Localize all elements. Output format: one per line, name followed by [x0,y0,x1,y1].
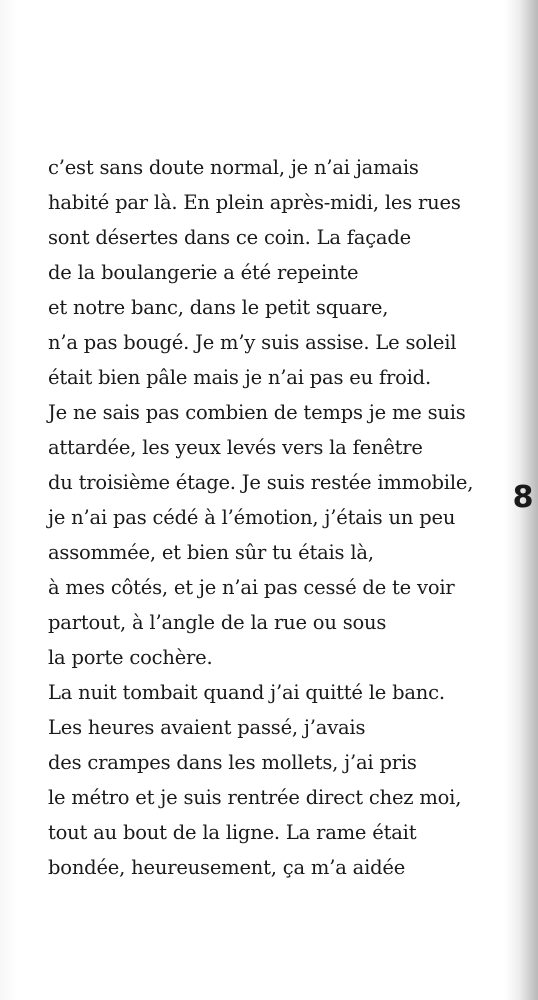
text-line: La nuit tombait quand j’ai quitté le banc. [48,681,445,704]
text-line: Les heures avaient passé, j’avais [48,716,366,739]
page-number: 8 [512,480,534,515]
text-line: n’a pas bougé. Je m’y suis assise. Le soleil [48,331,457,354]
text-line: des crampes dans les mollets, j’ai pris [48,751,417,774]
text-line: de la boulangerie a été repeinte [48,261,359,284]
text-line: du troisième étage. Je suis restée immobile, [48,471,474,494]
text-line: habité par là. En plein après-midi, les rues [48,191,461,214]
text-line: sont désertes dans ce coin. La façade [48,226,411,249]
text-line: et notre banc, dans le petit square, [48,296,389,319]
text-line: bondée, heureusement, ça m’a aidée [48,856,406,879]
text-line: c’est sans doute normal, je n’ai jamais [48,156,419,179]
text-line: assommée, et bien sûr tu étais là, [48,541,374,564]
text-line: la porte cochère. [48,646,213,669]
text-line: le métro et je suis rentrée direct chez moi, [48,786,462,809]
text-line: partout, à l’angle de la rue ou sous [48,611,387,634]
text-line: à mes côtés, et je n’ai pas cessé de te voir [48,576,455,599]
body-text [48,150,474,885]
text-line: tout au bout de la ligne. La rame était [48,821,417,844]
text-line: Je ne sais pas combien de temps je me suis [48,401,466,424]
text-line: je n’ai pas cédé à l’émotion, j’étais un peu [48,506,456,529]
text-line: était bien pâle mais je n’ai pas eu froid. [48,366,431,389]
text-line: attardée, les yeux levés vers la fenêtre [48,436,423,459]
